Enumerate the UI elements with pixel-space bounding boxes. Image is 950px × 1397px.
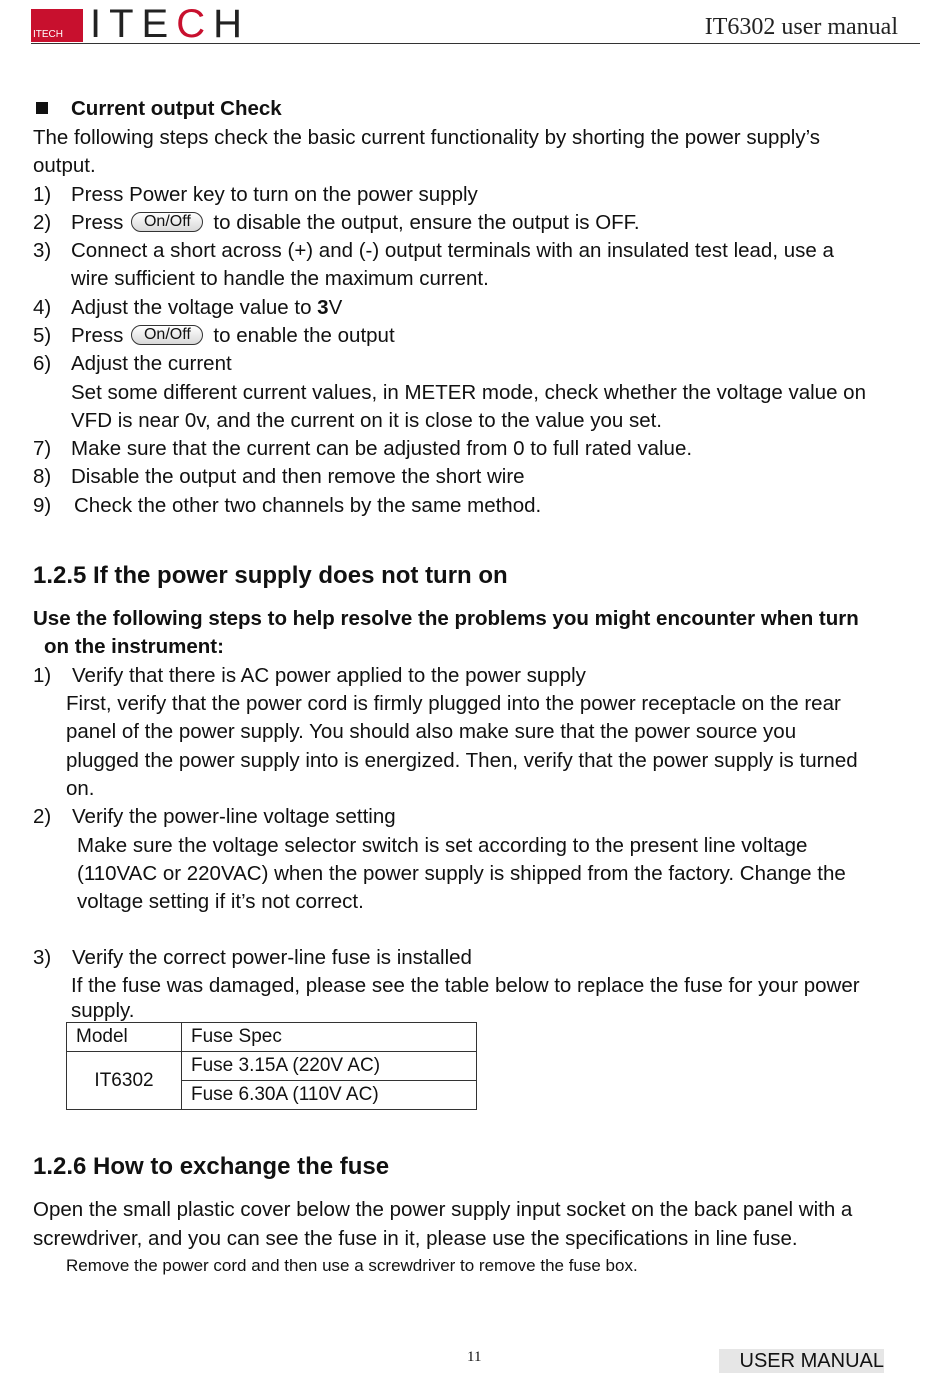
step-text: Disable the output and then remove the short wire <box>71 465 525 488</box>
item-2-line-1: Make sure the voltage selector switch is set according to the present line voltage <box>77 834 808 857</box>
table-row <box>67 1052 477 1081</box>
step-text: Check the other two channels by the same method. <box>74 494 542 517</box>
table-row <box>67 1023 477 1052</box>
step-1 <box>33 181 478 209</box>
step-number: 2) <box>33 211 52 234</box>
table-cell-spec: Fuse 6.30A (110V AC) <box>182 1081 477 1110</box>
item-1-line-1: First, verify that the power cord is firmly plugged into the power receptacle on the rear <box>66 692 841 715</box>
table-cell-spec: Fuse 3.15A (220V AC) <box>182 1052 477 1081</box>
section-126-heading: 1.2.6 How to exchange the fuse <box>33 1153 390 1180</box>
item-1-line-4: on. <box>66 777 95 800</box>
table-cell-model: IT6302 <box>67 1052 182 1110</box>
on-off-button-icon: On/Off <box>131 325 203 345</box>
manual-title: IT6302 user manual <box>704 14 898 40</box>
step-text: to enable the output <box>213 324 395 347</box>
step-6-detail-1: Set some different current values, in METER mode, check whether the voltage value on <box>71 381 866 404</box>
step-8 <box>33 463 525 491</box>
item-1-line-3: plugged the power supply into is energized. Then, verify that the power supply is turned <box>66 749 858 772</box>
step-6-detail-2: VFD is near 0v, and the current on it is close to the value you set. <box>71 409 663 432</box>
item-2-line-3: voltage setting if it’s not correct. <box>77 890 364 913</box>
item-number: 3) <box>33 946 52 969</box>
itech-logo-wordmark <box>90 2 250 47</box>
section-125-heading: 1.2.5 If the power supply does not turn on <box>33 562 508 589</box>
logo-text-c: H <box>213 2 251 46</box>
step-number: 4) <box>33 296 52 319</box>
logo-text-b: C <box>176 2 214 46</box>
step-7 <box>33 435 692 463</box>
step-4 <box>33 294 342 322</box>
step-2 <box>33 209 640 237</box>
on-off-button-icon: On/Off <box>131 212 203 232</box>
step-3 <box>33 237 834 265</box>
table-header-model: Model <box>67 1023 182 1052</box>
item-number: 1) <box>33 664 52 687</box>
step-number: 1) <box>33 183 52 206</box>
check-item-1 <box>33 662 586 690</box>
item-title: Verify that there is AC power applied to the power supply <box>72 664 586 687</box>
step-9 <box>33 492 541 520</box>
step-number: 8) <box>33 465 52 488</box>
current-check-intro-2: output. <box>33 154 96 177</box>
header-divider <box>31 43 920 44</box>
square-bullet-icon <box>36 102 48 114</box>
section-126-note: Remove the power cord and then use a screwdriver to remove the fuse box. <box>66 1256 638 1275</box>
table-header-fuse-spec: Fuse Spec <box>182 1023 477 1052</box>
item-number: 2) <box>33 805 52 828</box>
section-126-line-1: Open the small plastic cover below the power supply input socket on the back panel with a <box>33 1198 853 1221</box>
item-1-line-2: panel of the power supply. You should also make sure that the power source you <box>66 720 797 743</box>
section-126-line-2: screwdriver, and you can see the fuse in it, please use the specifications in line fuse. <box>33 1227 798 1250</box>
step-text: Adjust the current <box>71 352 232 375</box>
step-text: Make sure that the current can be adjusted from 0 to full rated value. <box>71 437 693 460</box>
section-125-intro-1: Use the following steps to help resolve the problems you might encounter when turn <box>33 607 859 630</box>
logo-text-a: ITE <box>90 2 177 46</box>
step-number: 3) <box>33 239 52 262</box>
footer-label: USER MANUAL <box>719 1349 884 1373</box>
section-125-intro-2: on the instrument: <box>44 635 224 658</box>
current-check-heading: Current output Check <box>71 97 282 120</box>
step-text: to disable the output, ensure the output is OFF. <box>213 211 640 234</box>
fuse-spec-table <box>66 1022 477 1110</box>
check-item-2 <box>33 803 396 831</box>
step-text: Adjust the voltage value to <box>71 296 318 319</box>
itech-logo-mark <box>31 9 83 42</box>
current-check-intro-1: The following steps check the basic current functionality by shorting the power supply’s <box>33 126 821 149</box>
step-text: Connect a short across (+) and (-) output terminals with an insulated test lead, use a <box>71 239 834 262</box>
step-number: 5) <box>33 324 52 347</box>
step-5 <box>33 322 395 350</box>
step-text: Press Power key to turn on the power supply <box>71 183 478 206</box>
item-title: Verify the power-line voltage setting <box>72 805 396 828</box>
item-title: Verify the correct power-line fuse is installed <box>72 946 472 969</box>
step-number: 6) <box>33 352 52 375</box>
step-number: 7) <box>33 437 52 460</box>
step-text: Press <box>71 324 124 347</box>
item-3-line-2: supply. <box>71 999 135 1022</box>
step-unit: V <box>328 296 343 319</box>
step-number: 9) <box>33 494 52 517</box>
step-6 <box>33 350 232 378</box>
item-3-line-1: If the fuse was damaged, please see the table below to replace the fuse for your power <box>71 974 860 997</box>
page-number: 11 <box>467 1349 482 1365</box>
item-2-line-2: (110VAC or 220VAC) when the power supply is shipped from the factory. Change the <box>77 862 846 885</box>
logo-small-text: ITECH <box>33 29 63 40</box>
check-item-3 <box>33 944 472 972</box>
step-text: Press <box>71 211 124 234</box>
step-3-continued: wire sufficient to handle the maximum current. <box>71 267 489 290</box>
step-value: 3 <box>317 296 329 319</box>
